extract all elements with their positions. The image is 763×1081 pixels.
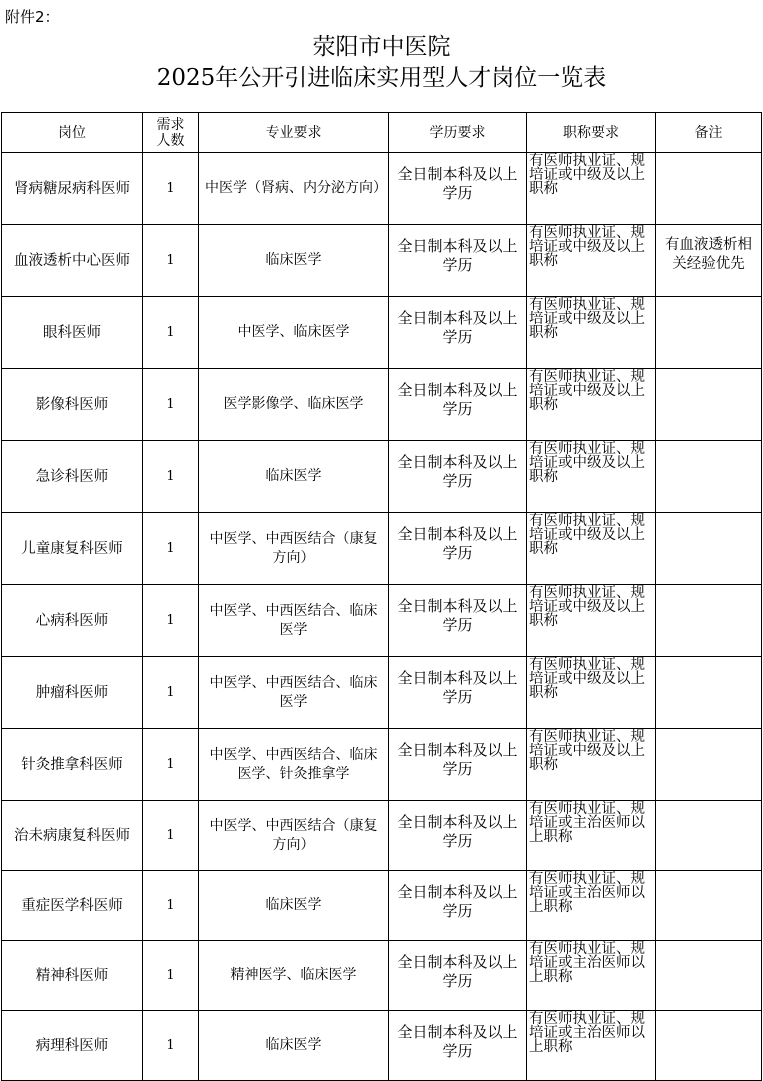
cell-education: 全日制本科及以上学历 [389,801,527,871]
cell-title: 有医师执业证、规培证或中级及以上职称 [527,585,656,657]
cell-title: 有医师执业证、规培证或中级及以上职称 [527,225,656,297]
cell-education: 全日制本科及以上学历 [389,513,527,585]
cell-title: 有医师执业证、规培证或中级及以上职称 [527,729,656,801]
table-row [2,585,762,657]
cell-major: 中医学、中西医结合、临床医学、针灸推拿学 [199,729,389,801]
table-row [2,225,762,297]
header-count: 需求人数 [143,113,199,153]
cell-education: 全日制本科及以上学历 [389,225,527,297]
cell-education: 全日制本科及以上学历 [389,153,527,225]
cell-title: 有医师执业证、规培证或主治医师以上职称 [527,801,656,871]
cell-position: 急诊科医师 [2,441,143,513]
cell-count: 1 [143,1011,199,1081]
cell-title: 有医师执业证、规培证或中级及以上职称 [527,369,656,441]
cell-count: 1 [143,297,199,369]
table-row [2,801,762,871]
header-position: 岗位 [2,113,143,153]
cell-major: 临床医学 [199,441,389,513]
header-major: 专业要求 [199,113,389,153]
cell-count: 1 [143,441,199,513]
cell-remark [656,297,762,369]
table-row [2,441,762,513]
cell-position: 精神科医师 [2,941,143,1011]
cell-count: 1 [143,369,199,441]
cell-education: 全日制本科及以上学历 [389,871,527,941]
cell-remark: 有血液透析相关经验优先 [656,225,762,297]
cell-major: 临床医学 [199,871,389,941]
cell-position: 重症医学科医师 [2,871,143,941]
cell-count: 1 [143,941,199,1011]
cell-education: 全日制本科及以上学历 [389,941,527,1011]
cell-title: 有医师执业证、规培证或主治医师以上职称 [527,1011,656,1081]
cell-count: 1 [143,513,199,585]
cell-education: 全日制本科及以上学历 [389,441,527,513]
cell-title: 有医师执业证、规培证或中级及以上职称 [527,297,656,369]
cell-position: 肾病糖尿病科医师 [2,153,143,225]
cell-title: 有医师执业证、规培证或主治医师以上职称 [527,941,656,1011]
cell-major: 中医学（肾病、内分泌方向） [199,153,389,225]
cell-position: 心病科医师 [2,585,143,657]
cell-count: 1 [143,657,199,729]
cell-position: 血液透析中心医师 [2,225,143,297]
cell-position: 影像科医师 [2,369,143,441]
header-title: 职称要求 [527,113,656,153]
cell-major: 中医学、中西医结合（康复方向） [199,801,389,871]
cell-title: 有医师执业证、规培证或中级及以上职称 [527,153,656,225]
table-row [2,729,762,801]
cell-position: 治未病康复科医师 [2,801,143,871]
cell-education: 全日制本科及以上学历 [389,729,527,801]
table-row [2,297,762,369]
positions-table [1,112,762,1081]
cell-title: 有医师执业证、规培证或中级及以上职称 [527,441,656,513]
cell-remark [656,657,762,729]
cell-title: 有医师执业证、规培证或中级及以上职称 [527,657,656,729]
cell-major: 精神医学、临床医学 [199,941,389,1011]
table-row [2,657,762,729]
cell-remark [656,369,762,441]
cell-count: 1 [143,871,199,941]
document-title-main: 2025年公开引进临床实用型人才岗位一览表 [156,65,607,91]
cell-title: 有医师执业证、规培证或中级及以上职称 [527,513,656,585]
cell-count: 1 [143,729,199,801]
table-row [2,153,762,225]
table-row [2,369,762,441]
document-title-hospital: 荥阳市中医院 [312,34,451,60]
cell-position: 肿瘤科医师 [2,657,143,729]
cell-education: 全日制本科及以上学历 [389,369,527,441]
cell-education: 全日制本科及以上学历 [389,297,527,369]
table-row [2,941,762,1011]
table-header-row [2,113,762,153]
cell-count: 1 [143,801,199,871]
cell-remark [656,871,762,941]
cell-major: 中医学、临床医学 [199,297,389,369]
cell-education: 全日制本科及以上学历 [389,585,527,657]
cell-title: 有医师执业证、规培证或主治医师以上职称 [527,871,656,941]
cell-remark [656,801,762,871]
attachment-label: 附件2： [5,8,60,26]
cell-remark [656,729,762,801]
cell-remark [656,153,762,225]
cell-education: 全日制本科及以上学历 [389,1011,527,1081]
cell-remark [656,441,762,513]
cell-major: 医学影像学、临床医学 [199,369,389,441]
header-education: 学历要求 [389,113,527,153]
cell-major: 临床医学 [199,225,389,297]
cell-major: 临床医学 [199,1011,389,1081]
cell-remark [656,1011,762,1081]
cell-major: 中医学、中西医结合（康复方向） [199,513,389,585]
cell-remark [656,585,762,657]
cell-major: 中医学、中西医结合、临床医学 [199,657,389,729]
table-row [2,871,762,941]
cell-position: 眼科医师 [2,297,143,369]
cell-major: 中医学、中西医结合、临床医学 [199,585,389,657]
cell-count: 1 [143,153,199,225]
cell-count: 1 [143,585,199,657]
cell-education: 全日制本科及以上学历 [389,657,527,729]
cell-position: 儿童康复科医师 [2,513,143,585]
cell-position: 针灸推拿科医师 [2,729,143,801]
cell-remark [656,941,762,1011]
table-row [2,513,762,585]
header-remark: 备注 [656,113,762,153]
cell-count: 1 [143,225,199,297]
table-row [2,1011,762,1081]
cell-position: 病理科医师 [2,1011,143,1081]
cell-remark [656,513,762,585]
